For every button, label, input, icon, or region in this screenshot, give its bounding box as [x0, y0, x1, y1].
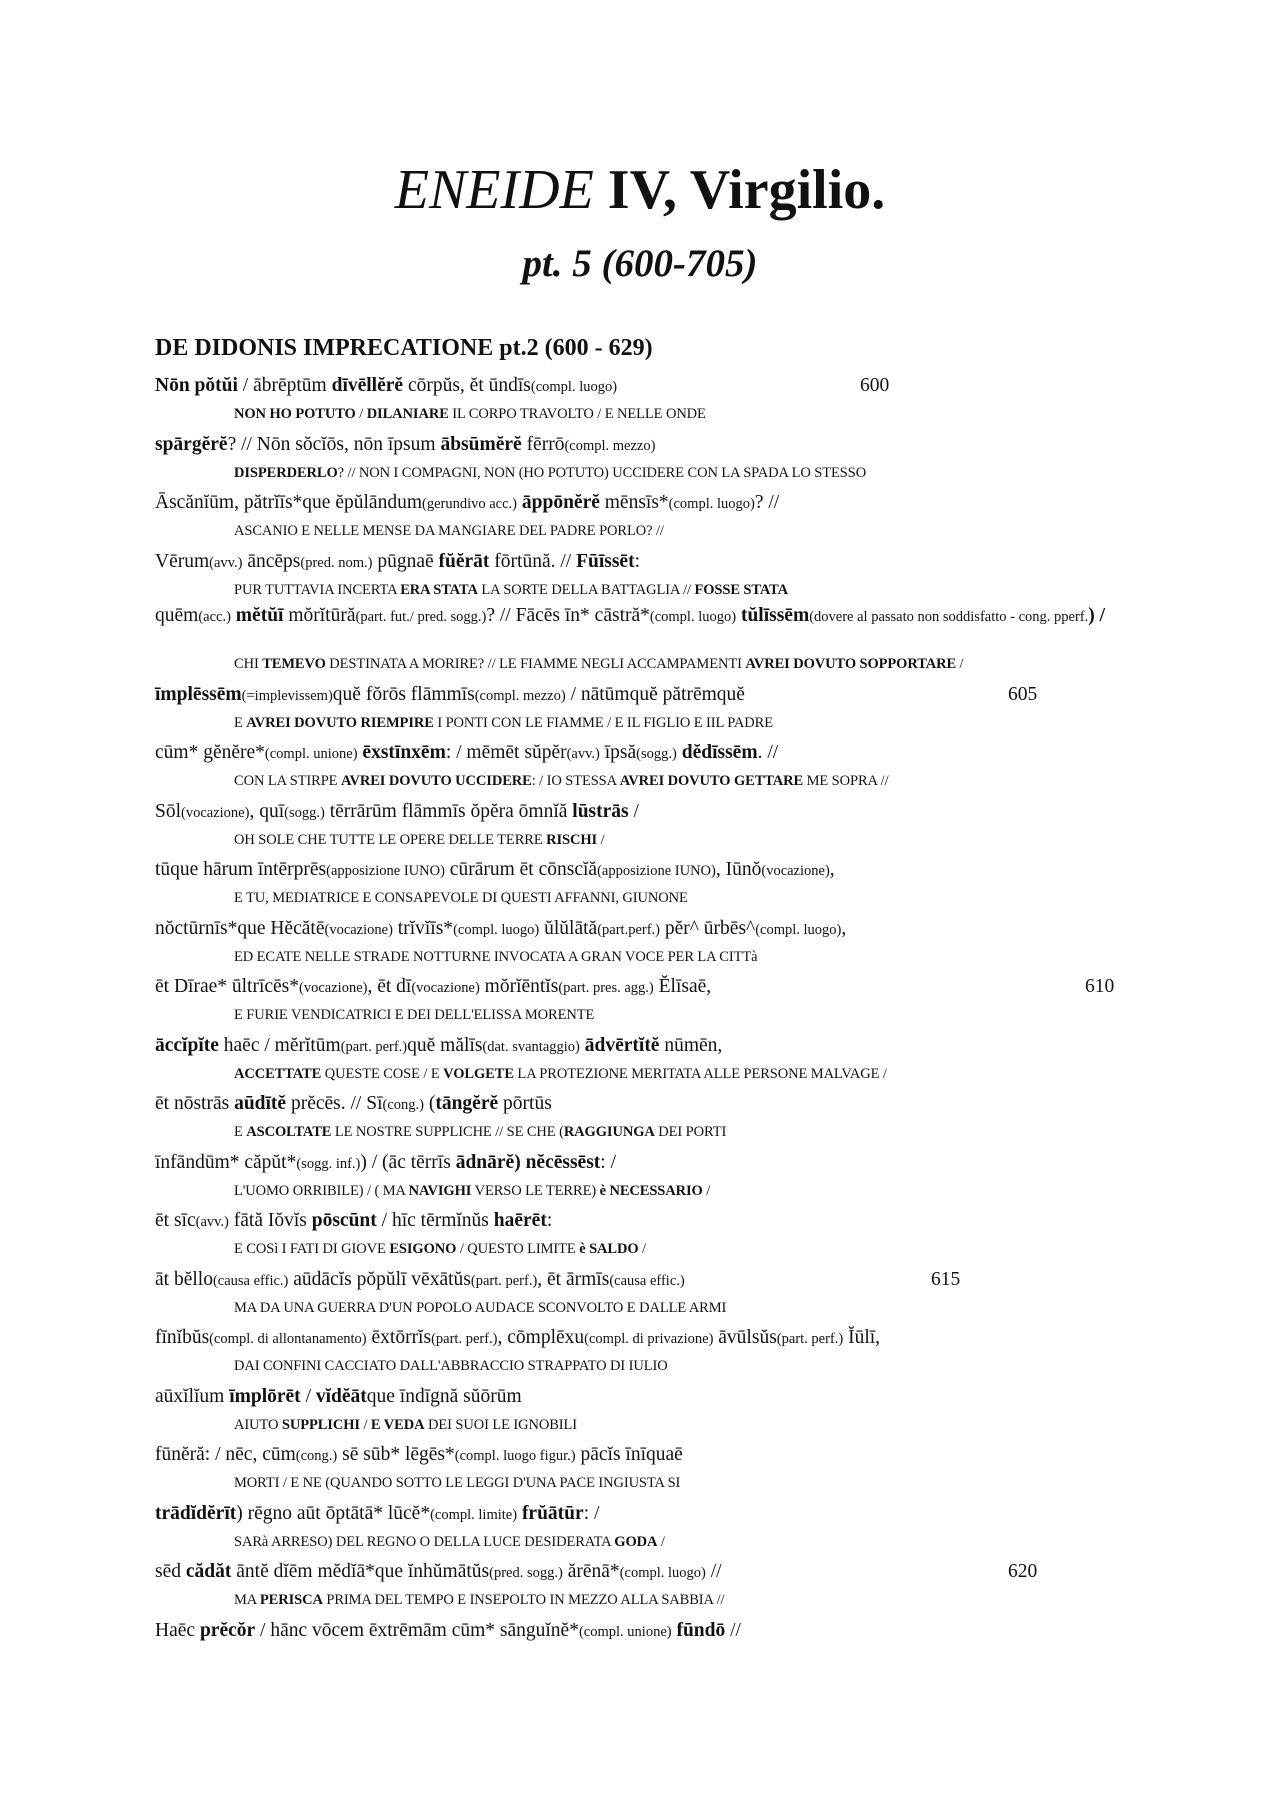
line-text: ēt Dīrae* ūltrīcēs* — [155, 976, 300, 997]
line-text: sē sūb* lēgēs* — [337, 1444, 455, 1465]
line-text: ēt sīc — [155, 1210, 196, 1231]
verb-text: ACCETTATE — [234, 1065, 322, 1082]
grammar-note: (part. perf.) — [431, 1331, 498, 1347]
line-text: pōrtūs — [498, 1093, 552, 1114]
line-text: ( — [423, 1093, 436, 1114]
verb-text: cădăt — [185, 1561, 232, 1582]
page-title — [0, 156, 1280, 224]
line-text: , — [841, 917, 847, 939]
line-text: / ābrēptūm — [237, 375, 332, 396]
grammar-note: (part. perf.) — [776, 1331, 844, 1347]
line-text: āvūlsŭs — [713, 1327, 777, 1348]
line-text: īnfāndūm* căpŭt* — [155, 1151, 297, 1173]
line-text: : — [546, 1210, 553, 1231]
verb-text: spārgĕrĕ — [155, 433, 228, 455]
latin-line — [155, 1440, 1155, 1469]
line-text: . // — [757, 742, 779, 763]
verb-text: GODA — [614, 1533, 658, 1550]
line-text: fērrō — [521, 433, 565, 455]
line-text: nūmēn, — [659, 1034, 723, 1056]
grammar-note: (vocazione) — [411, 980, 480, 996]
latin-line — [155, 680, 1155, 709]
verb-text: è SALDO — [579, 1241, 639, 1257]
line-text: / QUESTO LIMITE — [456, 1241, 580, 1257]
line-text: // — [725, 1619, 741, 1641]
line-text: Āscănĭūm, pătrĭīs*que ĕpŭlāndum — [155, 492, 422, 513]
line-text: : — [634, 550, 640, 572]
verb-text: nĕcēssēst — [525, 1151, 601, 1173]
verb-text: TEMEVO — [262, 656, 326, 672]
latin-line — [155, 972, 1155, 1001]
line-text: : / IO STESSA — [531, 773, 620, 789]
line-text: / — [300, 1385, 316, 1407]
verb-text: dĕdīssēm — [681, 742, 758, 763]
verse-number: 620 — [1008, 1561, 1038, 1582]
line-text: E TU, MEDIATRICE E CONSAPEVOLE DI QUESTI AFFANNI, GIUNONE — [234, 890, 688, 906]
line-text: ēxtōrrĭs — [366, 1327, 432, 1348]
line-text: īpsă — [599, 742, 637, 763]
latin-line — [155, 1499, 1155, 1528]
verb-text: haērēt — [493, 1210, 547, 1231]
line-text: : / — [600, 1151, 617, 1173]
grammar-note: (compl. luogo) — [619, 1565, 706, 1581]
verb-text: NON HO POTUTO — [234, 406, 356, 422]
line-text: CHI — [234, 656, 263, 672]
title-rest: IV, Virgilio. — [593, 159, 886, 221]
grammar-note: (sogg.) — [636, 746, 677, 762]
verb-text: āccĭpĭte — [155, 1034, 219, 1056]
grammar-note: (compl. mezzo) — [564, 437, 656, 454]
line-text: LA SORTE DELLA BATTAGLIA // — [477, 581, 695, 598]
line-text: : / mēmēt sŭpĕr — [445, 742, 567, 763]
line-text: / hīc tērmĭnŭs — [376, 1210, 494, 1231]
line-text: ? // — [754, 492, 780, 513]
verb-text: aūdītĕ — [234, 1093, 287, 1114]
latin-line — [155, 1616, 1155, 1645]
line-text: pācĭs īnīquaē — [575, 1444, 683, 1465]
line-text: tūque hārum īntērprēs — [155, 859, 327, 880]
line-text: LE NOSTRE SUPPLICHE // SE CHE ( — [331, 1124, 564, 1140]
latin-line — [155, 488, 1155, 517]
line-text: / — [702, 1182, 711, 1199]
line-text: / nātūmquĕ pătrēmquĕ — [565, 683, 745, 705]
line-text: Ĭūlī, — [843, 1327, 881, 1348]
verb-text: DILANIARE — [366, 406, 449, 422]
verb-text: tāngĕrĕ — [435, 1093, 499, 1114]
grammar-note: (compl. mezzo) — [474, 687, 566, 704]
verb-text: ēxstīnxēm — [362, 742, 446, 763]
line-text: tērrārūm flāmmīs ŏpĕra ōmnĭă — [324, 800, 573, 822]
verb-text: fūndō — [676, 1619, 726, 1641]
grammar-note: (apposizione IUNO) — [597, 863, 716, 879]
line-text: Sōl — [155, 800, 182, 822]
grammar-note: (pred. sogg.) — [489, 1565, 563, 1581]
line-text: DESTINATA A MORIRE? // LE FIAMME NEGLI ACCAMPAMENTI — [325, 656, 746, 672]
grammar-note: (acc.) — [198, 609, 231, 625]
grammar-note: (compl. di privazione) — [584, 1331, 714, 1347]
line-text: DEI SUOI LE IGNOBILI — [424, 1416, 577, 1433]
latin-line — [155, 914, 1155, 943]
verb-text: AVREI DOVUTO GETTARE — [619, 773, 804, 789]
grammar-note: (part. perf.) — [340, 1038, 408, 1055]
line-text: SARà ARRESO) DEL REGNO O DELLA LUCE DESIDERATA — [234, 1533, 615, 1550]
grammar-note: (pred. nom.) — [300, 554, 373, 571]
verb-text: īmplōrēt — [229, 1385, 301, 1407]
line-text: pūgnaē — [372, 550, 439, 572]
line-text: cūrārum ēt cōnscĭă — [444, 859, 598, 880]
line-text: VERSO LE TERRE) — [471, 1182, 600, 1199]
line-text: , cōmplēxu — [497, 1327, 585, 1348]
verb-text: ERA STATA — [400, 581, 478, 598]
verb-text: VOLGETE — [443, 1065, 514, 1082]
title-italic: ENEIDE — [394, 159, 594, 221]
line-text: prĕcēs. // Sī — [286, 1093, 383, 1114]
translation-line — [155, 943, 1155, 973]
line-text: cūm* gĕnĕre* — [155, 742, 265, 763]
verb-text: tŭlīssēm — [740, 605, 810, 626]
grammar-note: (vocazione) — [299, 980, 368, 996]
line-text: DAI CONFINI CACCIATO DALL'ABBRACCIO STRAPPATO DI IULIO — [234, 1358, 668, 1374]
line-text: MA — [234, 1592, 260, 1608]
line-text: mēnsīs* — [599, 492, 669, 513]
latin-line — [155, 1265, 1155, 1294]
line-text: , ēt dī — [367, 976, 412, 997]
verb-text: DISPERDERLO — [234, 464, 338, 481]
verb-text: pōscūnt — [311, 1210, 377, 1231]
line-text: PUR TUTTAVIA INCERTA — [234, 581, 401, 598]
grammar-note: (vocazione) — [324, 921, 393, 938]
grammar-note: (compl. unione) — [578, 1623, 672, 1640]
verb-text: PERISCA — [259, 1592, 323, 1608]
line-text: ărēnā* — [562, 1561, 620, 1582]
verb-text: AVREI DOVUTO RIEMPIRE — [246, 714, 434, 731]
grammar-note: (dat. svantaggio) — [482, 1038, 580, 1055]
line-text: āncēps — [242, 550, 301, 572]
line-text: aūdācĭs pŏpŭlī vēxātŭs — [288, 1268, 471, 1290]
verse-number: 610 — [1085, 976, 1115, 997]
line-text: DEI PORTI — [654, 1124, 727, 1140]
translation-line — [155, 576, 1155, 606]
latin-line — [155, 371, 1155, 400]
verb-text: dīvēllĕrĕ — [331, 375, 404, 396]
verb-text: Fūīssēt — [576, 550, 635, 572]
line-text: // — [705, 1561, 722, 1582]
grammar-note: (compl. di allontanamento) — [209, 1331, 367, 1347]
translation-line — [155, 1177, 1155, 1207]
grammar-note: (compl. luogo) — [649, 609, 737, 625]
line-text: , — [829, 859, 835, 880]
verse-lines — [155, 371, 1155, 1645]
grammar-note: (compl. luogo) — [668, 496, 755, 512]
translation-line — [155, 650, 1155, 680]
verb-text: trādĭdĕrīt — [155, 1502, 237, 1524]
line-text: AIUTO — [234, 1416, 282, 1433]
latin-line — [155, 1382, 1155, 1411]
grammar-note: (part.perf.) — [597, 921, 660, 938]
latin-line — [155, 738, 1155, 767]
grammar-note: (causa effic.) — [609, 1272, 685, 1289]
verb-text: mĕtŭī — [235, 605, 284, 626]
verb-text: ) / — [1088, 605, 1106, 626]
grammar-note: (sogg. inf.) — [296, 1155, 361, 1172]
line-text: fōrtūnă. // — [489, 550, 577, 572]
line-text: LA PROTEZIONE MERITATA ALLE PERSONE MALVAGE / — [513, 1065, 887, 1082]
verb-text: lūstrās — [572, 800, 629, 822]
grammar-note: (gerundivo acc.) — [421, 496, 517, 512]
line-text: āntĕ dĭēm mĕdĭā*que ĭnhŭmātŭs — [231, 1561, 490, 1582]
line-text: PRIMA DEL TEMPO E INSEPOLTO IN MEZZO ALLA SABBIA // — [322, 1592, 725, 1608]
line-text: Haēc — [155, 1619, 200, 1641]
line-text: ) rēgno aūt ōptātā* lūcĕ* — [236, 1502, 431, 1524]
grammar-note: (sogg.) — [284, 804, 325, 821]
line-text: , ēt ārmīs — [537, 1268, 610, 1290]
grammar-note: (cong.) — [295, 1448, 338, 1464]
verb-text: è NECESSARIO — [599, 1182, 703, 1199]
latin-line — [155, 1089, 1155, 1118]
grammar-note: (part. pres. agg.) — [558, 980, 654, 996]
translation-line — [155, 1118, 1155, 1148]
latin-line — [155, 855, 1155, 884]
verb-text: Nōn pŏtŭi — [155, 375, 238, 396]
line-text: ēt nōstrās — [155, 1093, 235, 1114]
line-text: que īndīgnă sŭōrūm — [366, 1385, 522, 1407]
grammar-note: (avv.) — [566, 746, 600, 762]
line-text: ? // NON I COMPAGNI, NON (HO POTUTO) UCCIDERE CON LA SPADA LO STESSO — [337, 464, 867, 481]
line-text: MORTI / E NE (QUANDO SOTTO LE LEGGI D'UNA PACE INGIUSTA SI — [234, 1475, 681, 1491]
latin-line — [155, 797, 1155, 826]
line-text: quĕ mălīs — [407, 1034, 483, 1056]
verb-text: fŭĕrāt — [438, 550, 490, 572]
verb-text: ASCOLTATE — [246, 1124, 332, 1140]
line-text: L'UOMO ORRIBILE) / ( MA — [234, 1182, 409, 1199]
page-subtitle: pt. 5 (600-705) — [522, 242, 758, 285]
line-text: E FURIE VENDICATRICI E DEI DELL'ELISSA MORENTE — [234, 1007, 595, 1023]
verb-text: ābsūmĕrĕ — [440, 433, 522, 455]
verb-text: vĭdĕāt — [315, 1385, 367, 1407]
line-text: ? // Fācēs īn* cāstră* — [486, 605, 650, 626]
verb-text: ādnārĕ) — [455, 1151, 521, 1173]
line-text: aūxĭlĭum — [155, 1385, 230, 1407]
line-text: fīnĭbŭs — [155, 1327, 210, 1348]
translation-line — [155, 1060, 1155, 1090]
translation-line — [155, 1235, 1155, 1265]
line-text: haēc / mĕrĭtūm — [218, 1034, 341, 1056]
verb-text: AVREI DOVUTO UCCIDERE — [340, 773, 532, 789]
latin-line — [155, 1206, 1155, 1235]
line-text: / — [628, 800, 639, 822]
translation-line — [155, 400, 1155, 430]
line-text: ) / (āc tērrīs — [360, 1151, 456, 1173]
verb-text: RISCHI — [546, 831, 598, 848]
latin-line — [155, 430, 1155, 459]
verb-text: ESIGONO — [389, 1241, 457, 1257]
grammar-note: (vocazione) — [761, 863, 830, 879]
line-text: / — [638, 1241, 646, 1257]
line-text: Vērum — [155, 550, 210, 572]
line-text: ASCANIO E NELLE MENSE DA MANGIARE DEL PADRE PORLO? // — [234, 523, 664, 539]
line-text: fātă Iŏvĭs — [228, 1210, 312, 1231]
line-text: āt bĕllo — [155, 1268, 213, 1290]
verb-text: AVREI DOVUTO SOPPORTARE — [745, 656, 957, 672]
translation-line — [155, 767, 1155, 797]
grammar-note: (part. fut./ pred. sogg.) — [355, 609, 487, 625]
latin-line — [155, 1031, 1155, 1060]
line-text: quēm — [155, 605, 199, 626]
grammar-note: (avv.) — [195, 1214, 229, 1230]
translation-line — [155, 1001, 1155, 1031]
line-text: / — [355, 406, 367, 422]
line-text: E COSì I FATI DI GIOVE — [234, 1241, 390, 1257]
verb-text: RAGGIUNGA — [563, 1124, 655, 1140]
translation-line — [155, 826, 1155, 856]
line-text: cōrpŭs, ĕt ūndīs — [403, 375, 531, 396]
verb-text: E VEDA — [370, 1416, 425, 1433]
grammar-note: (compl. luogo figur.) — [454, 1448, 576, 1464]
line-text: : / — [583, 1502, 600, 1524]
line-text: I PONTI CON LE FIAMME / E IL FIGLIO E IIL PADRE — [433, 714, 773, 731]
line-text: MA DA UNA GUERRA D'UN POPOLO AUDACE SCONVOLTO E DALLE ARMI — [234, 1299, 727, 1316]
grammar-note: (compl. limite) — [430, 1506, 518, 1523]
line-text: quĕ fŏrōs flāmmīs — [332, 683, 475, 705]
latin-line — [155, 547, 1155, 576]
line-text: trĭvĭīs* — [392, 917, 454, 939]
translation-line — [155, 884, 1155, 914]
grammar-note: (compl. luogo) — [453, 921, 540, 938]
grammar-note: (apposizione IUNO) — [326, 863, 445, 879]
grammar-note: (compl. unione) — [264, 746, 358, 762]
grammar-note: (=implevissem) — [241, 687, 333, 704]
line-text: , quī — [249, 800, 285, 822]
line-text: / — [359, 1416, 371, 1433]
line-text: ED ECATE NELLE STRADE NOTTURNE INVOCATA A GRAN VOCE PER LA CITTà — [234, 948, 758, 965]
translation-line — [155, 709, 1155, 739]
line-text: QUESTE COSE / E — [321, 1065, 444, 1082]
verb-text: āppōnĕrĕ — [521, 492, 600, 513]
line-text: / hānc vōcem ēxtrēmām cūm* sānguĭnĕ* — [255, 1619, 579, 1641]
line-text: fūnĕră: / nēc, cūm — [155, 1444, 296, 1465]
line-text: / — [597, 831, 605, 848]
translation-line — [155, 1586, 1155, 1616]
verb-text: ādvērtĭtĕ — [584, 1034, 660, 1056]
translation-line — [155, 517, 1155, 547]
line-text: CON LA STIRPE — [234, 773, 341, 789]
grammar-note: (cong.) — [382, 1097, 424, 1113]
line-text: E — [234, 714, 247, 731]
verb-text: frŭātūr — [521, 1502, 584, 1524]
line-text: / — [956, 656, 964, 672]
grammar-note: (compl. luogo) — [530, 379, 618, 395]
verse-number: 600 — [860, 375, 890, 396]
grammar-note: (dovere al passato non soddisfatto - cong. pperf. — [809, 609, 1089, 625]
line-text: ? // Nōn sŏcĭōs, nōn īpsum — [227, 433, 441, 455]
line-text: ŭlŭlātă — [539, 917, 598, 939]
latin-line — [155, 605, 1120, 650]
line-text: nŏctūrnīs*que Hĕcătē — [155, 917, 325, 939]
line-text: pĕr^ ūrbēs^ — [660, 917, 756, 939]
grammar-note: (vocazione) — [181, 804, 250, 821]
translation-line — [155, 459, 1155, 489]
line-text: OH SOLE CHE TUTTE LE OPERE DELLE TERRE — [234, 831, 547, 848]
translation-line — [155, 1469, 1155, 1499]
translation-line — [155, 1294, 1155, 1324]
latin-line — [155, 1323, 1155, 1352]
section-heading: DE DIDONIS IMPRECATIONE pt.2 (600 - 629) — [155, 335, 653, 361]
line-text: sēd — [155, 1561, 186, 1582]
grammar-note: (compl. luogo) — [755, 921, 842, 938]
line-text: mŏrĭēntĭs — [479, 976, 559, 997]
latin-line — [155, 1557, 1155, 1586]
verb-text: īmplēssēm — [155, 683, 242, 705]
translation-line — [155, 1411, 1155, 1441]
grammar-note: (part. perf.) — [470, 1272, 538, 1289]
line-text: IL CORPO TRAVOLTO / E NELLE ONDE — [448, 406, 706, 422]
verb-text: FOSSE STATA — [694, 581, 789, 598]
verb-text: SUPPLICHI — [281, 1416, 360, 1433]
latin-line — [155, 1148, 1155, 1177]
line-text: , Iūnŏ — [715, 859, 762, 880]
verse-number: 605 — [1008, 683, 1038, 705]
translation-line — [155, 1352, 1155, 1382]
line-text: E — [234, 1124, 247, 1140]
line-text: / — [657, 1533, 665, 1550]
verb-text: NAVIGHI — [408, 1182, 472, 1199]
grammar-note: (causa effic.) — [212, 1272, 289, 1289]
line-text: mŏrĭtūră — [283, 605, 356, 626]
line-text: ME SOPRA // — [803, 773, 889, 789]
verse-number: 615 — [931, 1268, 961, 1290]
grammar-note: (avv.) — [209, 554, 243, 571]
translation-line — [155, 1528, 1155, 1558]
line-text: Ĕlīsaē, — [653, 976, 712, 997]
verb-text: prĕcŏr — [199, 1619, 256, 1641]
